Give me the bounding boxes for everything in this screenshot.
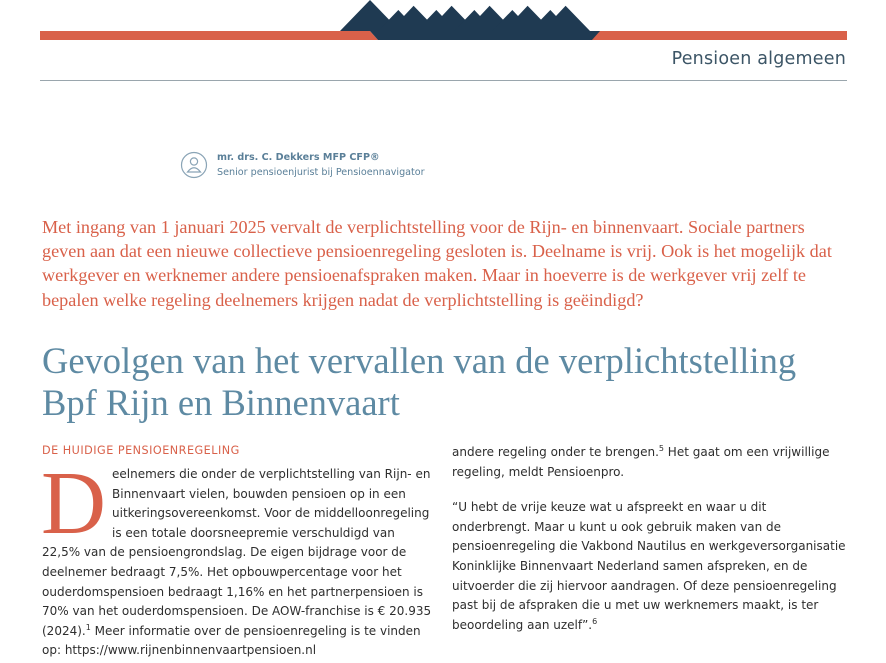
footnote-marker: 5: [658, 444, 664, 453]
body-paragraph-2-text-end: Het gaat om een vrijwillige regeling, meldt Pensioenpro.: [452, 445, 830, 479]
body-paragraph-2-text: andere regeling onder te brengen.: [452, 445, 659, 459]
article-title: Gevolgen van het vervallen van de verplichtstelling Bpf Rijn en Binnenvaart: [42, 340, 797, 423]
decorative-header-band: [40, 0, 847, 40]
footnote-marker: 1: [85, 622, 91, 632]
quote-text: “U hebt de vrije keuze wat u afspreekt en waar u dit onderbrengt. Maar u kunt u ook gebruik maken van de pensioenregeling die Vakbond Nautilus en werkgeversorganisatie Koninklijke Binnenvaart Nederland samen afspreken, en de uitvoerder die zij hiervoor aandragen. Of deze pensioenregeling past bij de afspraken die u met uw werknemers maakt, is ter beoordeling aan uzelf”.: [452, 500, 846, 632]
article-column-right: [452, 443, 848, 635]
author-role: Senior pensioenjurist bij Pensioennavigator: [217, 167, 425, 178]
section-heading: DE HUIDIGE PENSIOENREGELING: [42, 444, 240, 457]
body-paragraph-1-text-end: Meer informatie over de pensioenregeling is te vinden op: https://www.rijnenbinnenvaartpensioen.nl: [42, 623, 421, 658]
article-lead: Met ingang van 1 januari 2025 vervalt de verplichtstelling voor de Rijn- en binnenvaart. Sociale partners geven aan dat een nieuwe collectieve pensioenregeling gesloten is. Deelname is vrij. Ook is het mogelijk dat werkgever en werknemer andere pensioenafspraken maken. Maar in hoeverre is de werkgever vrij zelf te bepalen welke regeling deelnemers krijgen nadat de verplichtstelling is geëindigd?: [42, 217, 832, 310]
user-icon: [180, 151, 208, 179]
body-paragraph-1-text: eelnemers die onder de verplichtstelling van Rijn- en Binnenvaart vielen, bouwden pensioen op in een uitkeringsovereenkomst. Voor de middelloonregeling is een totale doorsneepremie verschuldigd van 22,5% van de pensioengrondslag. De eigen bijdrage voor de deelnemer bedraagt 7,5%. Het opbouwpercentage voor het ouderdomspensioen bedraagt 1,16% en het partnerpensioen is 70% van het ouderdomspensioen. De AOW-franchise is € 20.935 (2024).: [42, 467, 432, 638]
article-column-left: [42, 443, 432, 661]
body-paragraph-2: [452, 443, 848, 482]
body-paragraph-1: [41, 454, 432, 661]
footnote-marker: 6: [592, 616, 598, 626]
section-divider: [40, 80, 847, 81]
author-name: mr. drs. C. Dekkers MFP CFP®: [217, 152, 380, 163]
section-label: Pensioen algemeen: [671, 49, 846, 69]
quote-paragraph: [452, 498, 848, 635]
drop-cap: D: [41, 454, 106, 553]
